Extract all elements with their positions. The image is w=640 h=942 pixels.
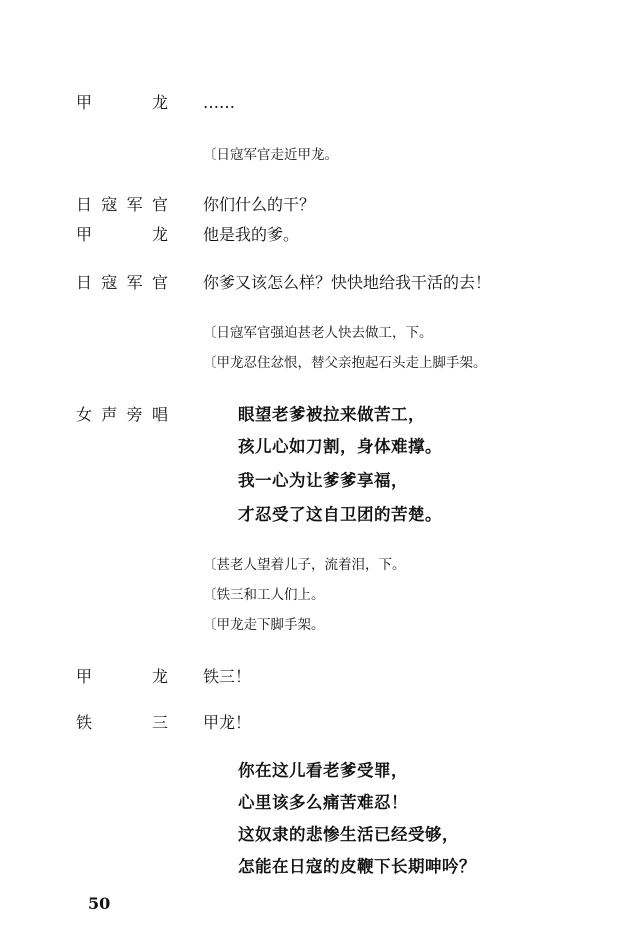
dialogue-line: 甲龙！ xyxy=(203,713,252,732)
dialogue-line: 他是我的爹。 xyxy=(203,225,300,244)
page-number: 50 xyxy=(88,894,111,913)
speaker-name: 铁 三 xyxy=(76,713,168,732)
dialogue-row xyxy=(0,192,640,218)
stage-direction: 〔甲龙忍住忿恨，替父亲抱起石头走上脚手架。 xyxy=(203,355,487,371)
stage-direction: 〔日寇军官强迫甚老人快去做工，下。 xyxy=(203,325,433,341)
song-line: 孩儿心如刀割，身体难撑。 xyxy=(238,437,442,456)
stage-direction: 〔甲龙走下脚手架。 xyxy=(203,617,325,633)
speaker-name: 日 寇 军 官 xyxy=(76,273,168,292)
song-line: 怎能在日寇的皮鞭下长期呻吟？ xyxy=(238,857,476,876)
song-line: 眼望老爹被拉来做苦工， xyxy=(238,405,425,424)
dialogue-row xyxy=(0,90,640,116)
dialogue-row xyxy=(0,270,640,296)
song-line: 才忍受了这自卫团的苦楚。 xyxy=(238,505,442,524)
stage-direction: 〔铁三和工人们上。 xyxy=(203,587,325,603)
dialogue-line: 你爹又该怎么样？快快地给我干活的去！ xyxy=(203,273,492,292)
song-line: 你在这儿看老爹受罪， xyxy=(238,761,408,780)
dialogue-row xyxy=(0,222,640,248)
dialogue-line: 铁三！ xyxy=(203,667,252,686)
song-line: 我一心为让爹爹享福， xyxy=(238,471,408,490)
speaker-name: 甲 龙 xyxy=(76,667,168,686)
speaker-name: 女 声 旁 唱 xyxy=(76,405,168,424)
dialogue-line: 你们什么的干？ xyxy=(203,195,316,214)
dialogue-row xyxy=(0,710,640,736)
speaker-name: 甲 龙 xyxy=(76,225,168,244)
song-line: 这奴隶的悲惨生活已经受够， xyxy=(238,825,459,844)
stage-direction: 〔甚老人望着儿子，流着泪，下。 xyxy=(203,557,406,573)
speaker-name: 日 寇 军 官 xyxy=(76,195,168,214)
dialogue-line: …… xyxy=(203,93,235,112)
stage-direction: 〔日寇军官走近甲龙。 xyxy=(203,147,338,163)
song-line: 心里该多么痛苦难忍！ xyxy=(238,793,408,812)
speaker-name: 甲 龙 xyxy=(76,93,168,112)
dialogue-row xyxy=(0,664,640,690)
